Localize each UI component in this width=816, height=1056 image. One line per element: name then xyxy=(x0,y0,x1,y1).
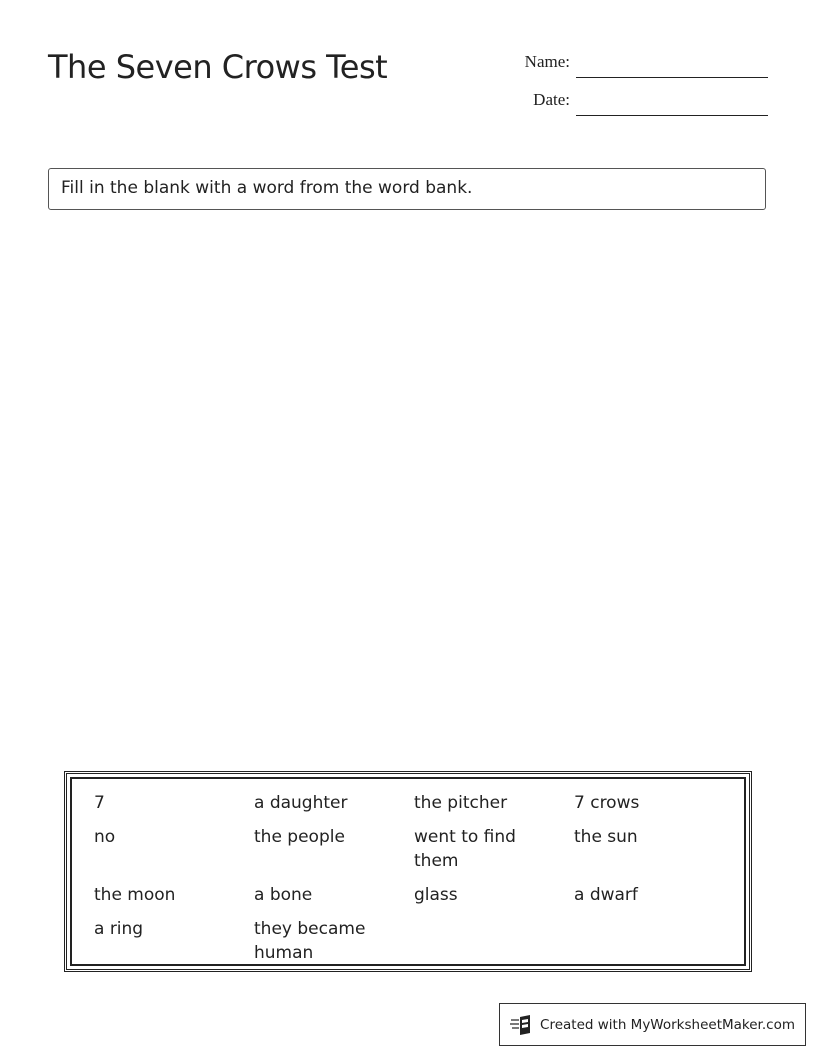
word-bank-item: they became human xyxy=(254,919,366,963)
word-bank-item: went to find them xyxy=(414,827,516,871)
name-label: Name: xyxy=(524,52,570,71)
worksheet-title: The Seven Crows Test xyxy=(48,48,388,86)
word-bank-item: the sun xyxy=(574,827,638,847)
date-field xyxy=(508,86,768,116)
date-label: Date: xyxy=(533,90,570,109)
word-bank-item: the moon xyxy=(94,885,176,905)
word-bank xyxy=(64,771,752,972)
word-bank-item: a daughter xyxy=(254,793,348,813)
word-bank-item: 7 xyxy=(94,793,105,813)
word-bank-item: glass xyxy=(414,885,458,905)
instructions-box: Fill in the blank with a word from the word bank. xyxy=(48,168,766,210)
created-with-badge[interactable] xyxy=(499,1003,806,1046)
name-field xyxy=(508,48,768,78)
word-bank-item: a dwarf xyxy=(574,885,638,905)
word-bank-item: the pitcher xyxy=(414,793,508,813)
word-bank-item: the people xyxy=(254,827,345,847)
word-bank-item: a ring xyxy=(94,919,144,939)
word-bank-grid xyxy=(70,777,746,966)
word-bank-item: a bone xyxy=(254,885,313,905)
word-bank-item: 7 crows xyxy=(574,793,640,813)
worksheet-maker-logo-icon xyxy=(510,1014,534,1036)
date-blank-line xyxy=(576,115,768,116)
name-blank-line xyxy=(576,77,768,78)
word-bank-item: no xyxy=(94,827,116,847)
badge-text: Created with MyWorksheetMaker.com xyxy=(540,1016,795,1033)
